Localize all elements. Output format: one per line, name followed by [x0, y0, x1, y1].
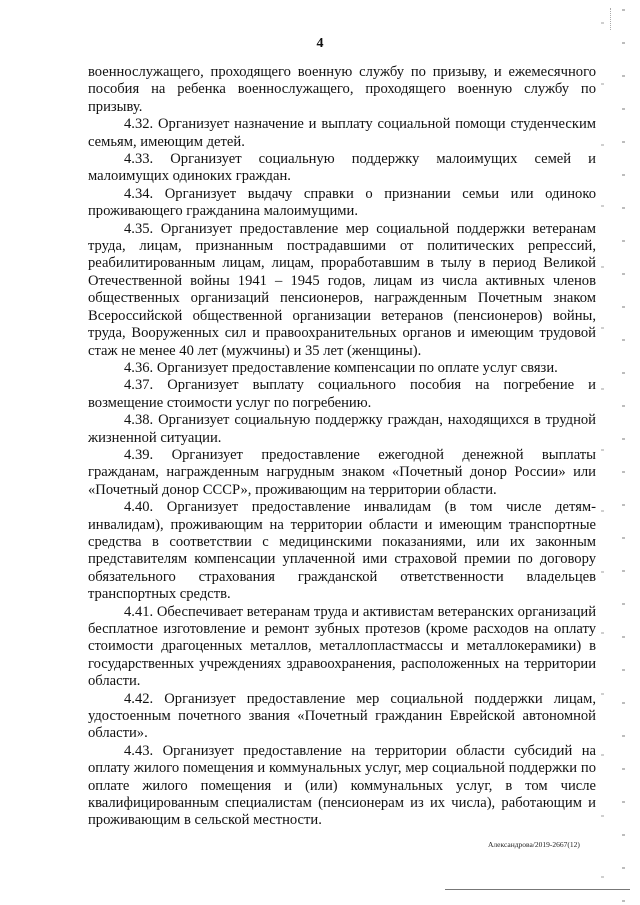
- paragraph-4-36: 4.36. Организует предоставление компенсации по оплате услуг связи.: [124, 359, 558, 376]
- paragraph-4-35: 4.35. Организует предоставление мер социальной поддержки ветеранам труда, лицам, признанным пострадавшими от политических репрессий, реабилитированным лицам, лицам, проработавшим в тылу в период Великой Отечественной войны 1941 – 1945 годов, лицам из числа активных членов общественных организаций пенсионеров, награжденным Почетным знаком Всероссийской общественной организации ветеранов (пенсионеров) войны, труда, Вооруженных сил и правоохранительных органов и имеющим трудовой стаж не менее 40 лет (мужчины) и 35 лет (женщины).: [88, 220, 596, 359]
- paragraph-4-33: 4.33. Организует социальную поддержку малоимущих семей и малоимущих одиноких граждан.: [88, 151, 596, 185]
- paragraph-4-39: 4.39. Организует предоставление ежегодной денежной выплаты гражданам, награжденным нагрудным знаком «Почетный донор России» или «Почетный донор СССР», проживающим на территории области.: [88, 446, 596, 498]
- paragraph-4-42: 4.42. Организует предоставление мер социальной поддержки лицам, удостоенным почетного звания «Почетный гражданин Еврейской автономной области».: [88, 690, 596, 742]
- paragraph-4-41: 4.41. Обеспечивает ветеранам труда и активистам ветеранских организаций бесплатное изготовление и ремонт зубных протезов (кроме расходов на оплату стоимости драгоценных металлов, металлопластмассы и металлокерамики) в государственных учреждениях здравоохранения, расположенных на территории области.: [88, 603, 596, 690]
- paragraph-4-43: 4.43. Организует предоставление на территории области субсидий на оплату жилого помещения и коммунальных услуг, мер социальной поддержки по оплате жилого помещения и (или) коммунальных услуг, в том числе квалифицированным специалистам (пенсионерам из их числа), работающим и проживающим в сельской местности.: [88, 742, 596, 829]
- paragraph-4-34: 4.34. Организует выдачу справки о признании семьи или одиноко проживающего гражданина малоимущими.: [88, 185, 596, 220]
- page-number: 4: [316, 36, 324, 51]
- scan-artifact-mark: [610, 8, 627, 30]
- paragraph-4-32: 4.32. Организует назначение и выплату социальной помощи студенческим семьям, имеющим детей.: [88, 116, 596, 150]
- document-body: [88, 64, 596, 830]
- scan-artifact-edge: [601, 0, 604, 905]
- scan-artifact-edge: [622, 0, 625, 905]
- paragraph-continuation: военнослужащего, проходящего военную службу по призыву, и ежемесячного пособия на ребенка военнослужащего, проходящего военную службу по призыву.: [88, 64, 596, 115]
- document-footer-code: Александрова/2019-2667(12): [488, 840, 580, 849]
- paragraph-4-40: 4.40. Организует предоставление инвалидам (в том числе детям-инвалидам), проживающим на территории области и имеющим транспортные средства в соответствии с медицинскими показаниями, или их законным представителям компенсации уплаченной ими страховой премии по договору обязательного страхования гражданской ответственности владельцев транспортных средств.: [88, 499, 596, 603]
- paragraph-4-38: 4.38. Организует социальную поддержку граждан, находящихся в трудной жизненной ситуации.: [88, 412, 596, 446]
- paragraph-4-37: 4.37. Организует выплату социального пособия на погребение и возмещение стоимости услуг по погребению.: [88, 377, 596, 411]
